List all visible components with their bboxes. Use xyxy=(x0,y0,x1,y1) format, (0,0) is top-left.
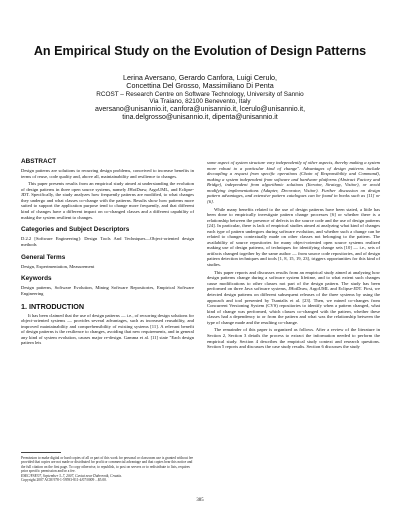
footnote-divider xyxy=(21,452,61,453)
keywords-heading: Keywords xyxy=(21,275,52,283)
right-paragraph-1: While many benefits related to the use of design patterns have been stated, a little has been done to empirically investigate pattern change processes [6] or whether there is a relationship between the presence of defects in the source code and the use of design patterns [24]. In particular, there is lack of empirical studies aimed at analyzing what kind of changes each type of pattern undergoes during software evolution, and whether such a change can be related to changes contextually made on other classes not belonging to the pattern. The availability of source repositories for many object-oriented open source systems realized making use of design patterns, of techniques for identifying change sets [10] — i.e., sets of artifacts changed together by the same author — from source code repositories, and of design pattern detection techniques and tools [1, 8, 15, 19, 23], triggers opportunities for this kind of studies. xyxy=(207,206,380,268)
conference-line: ESEC/FSE'07, September 3–7, 2007, Cavtat near Dubrovnik, Croatia. xyxy=(21,473,123,478)
introduction-paragraph-1: It has been claimed that the use of design patterns — i.e., of recurring design solutions for object-oriented systems — provides several advantages, such as increased reusability, and improved maintainability and comprehensibility of existing systems [11]. A relevant benefit of design patterns is the resilience to changes, avoiding that new requirements, and in general any kind of system evolution, causes major re-design. Gamma et al. [11] state "Each design pattern lets xyxy=(21,312,194,346)
author-affiliation: RCOST – Research Centre on Software Technology, University of Sannio xyxy=(96,90,304,98)
left-column xyxy=(21,158,194,348)
copyright-footnote xyxy=(21,452,194,482)
author-emails-line2: tina.delgrosso@unisannio.it, dipenta@unisannio.it xyxy=(122,114,278,121)
categories-text: D.2.2 [Software Engineering]: Design Tools And Techniques—Object-oriented design methods xyxy=(21,236,194,247)
page-number: 385 xyxy=(196,498,204,503)
author-address: Via Traiano, 82100 Benevento, Italy xyxy=(149,98,251,106)
general-terms-heading: General Terms xyxy=(21,253,66,261)
general-terms-text: Design, Experimentation, Measurement xyxy=(21,263,95,269)
author-block xyxy=(40,74,360,122)
author-names-line2: Concettina Del Grosso, Massimiliano Di Penta xyxy=(126,81,274,91)
introduction-heading: 1. INTRODUCTION xyxy=(21,301,85,311)
author-names-line1: Lerina Aversano, Gerardo Canfora, Luigi Cerulo, xyxy=(122,73,278,82)
right-paragraph-2: This paper reports and discusses results from an empirical study aimed at analyzing how design patterns change during a software system lifetime, and to what extent such changes cause modifications to other classes not part of the design pattern. The study has been performed on three Java software systems, JHotDraw, ArgoUML and Eclipse-JDT. First, we detected design patterns on different subsequent releases of the three systems by using the approach and tool presented by Tsantalis et al. [23]. Then, we mined co-changes from Concurrent Versioning System (CVS) repositories to identify when a pattern changed, what kind of change was performed, which classes co-changed with the pattern, whether these classes had a dependency to or from the pattern and what was the relationship between the type of change made and the resulting co-change. xyxy=(207,269,380,325)
permission-notice: Permission to make digital or hard copies of all or part of this work for personal or classroom use is granted without fee provided that copies are not made or distributed for profit or commercial advantage and that copies bear this notice and the full citation on the first page. To copy otherwise, to republish, to post on servers or to redistribute to lists, requires prior specific permission and/or a fee. xyxy=(21,456,194,474)
right-paragraph-0: some aspect of system structure vary independently of other aspects, thereby making a system more robust to a particular kind of change". Advantages of design patterns include decoupling a request from specific operations (Chain of Responsibility and Command), making a system independent from software and hardware platforms (Abstract Factory and Bridge), independent from algorithmic solutions (Iterator, Strategy, Visitor), or avoid modifying implementations (Adapter, Decorator, Visitor). Further discussion on design pattern advantages, and extensive pattern catalogues can be found in books such as [11] or [6]. xyxy=(207,160,380,204)
abstract-paragraph-2: This paper presents results from an empirical study aimed at understanding the evolution of design patterns in three open source systems, namely JHotDraw, ArgoUML, and Eclipse-JDT. Specifically, the study analyzes how frequently patterns are modified, to what changes they undergo and what classes co-change with the patterns. Results show how patterns more suited to support the application purpose tend to change more frequently, and that different kind of changes have a different impact on co-changed classes and a different capability of making the system resilient to changes. xyxy=(21,181,194,220)
keywords-text: Design patterns, Software Evolution, Mining Software Repositories, Empirical Software Engineering xyxy=(21,285,194,296)
author-emails-line1: aversano@unisannio.it, canfora@unisannio.it, lcerulo@unisannio.it, xyxy=(94,106,306,113)
abstract-heading: ABSTRACT xyxy=(21,158,57,165)
right-column xyxy=(207,160,380,352)
copyright-line: Copyright 2007 ACM 978-1-59593-811-4/07/0009 ...$5.00. xyxy=(21,478,107,483)
categories-heading: Categories and Subject Descriptors xyxy=(21,226,130,234)
paper-title: An Empirical Study on the Evolution of Design Patterns xyxy=(33,44,367,58)
abstract-paragraph-1: Design patterns are solutions to recurring design problems, conceived to increase benefits in terms of reuse, code quality and, above all, maintainability and resilience to changes. xyxy=(21,168,194,179)
right-paragraph-3: The remainder of this paper is organized as follows. After a review of the literature in Section 2, Section 3 details the process to extract the information needed to perform the empirical study. Section 4 describes the empirical study context and research questions. Section 5 reports and discusses the case study results. Section 6 discusses the study xyxy=(207,327,380,350)
